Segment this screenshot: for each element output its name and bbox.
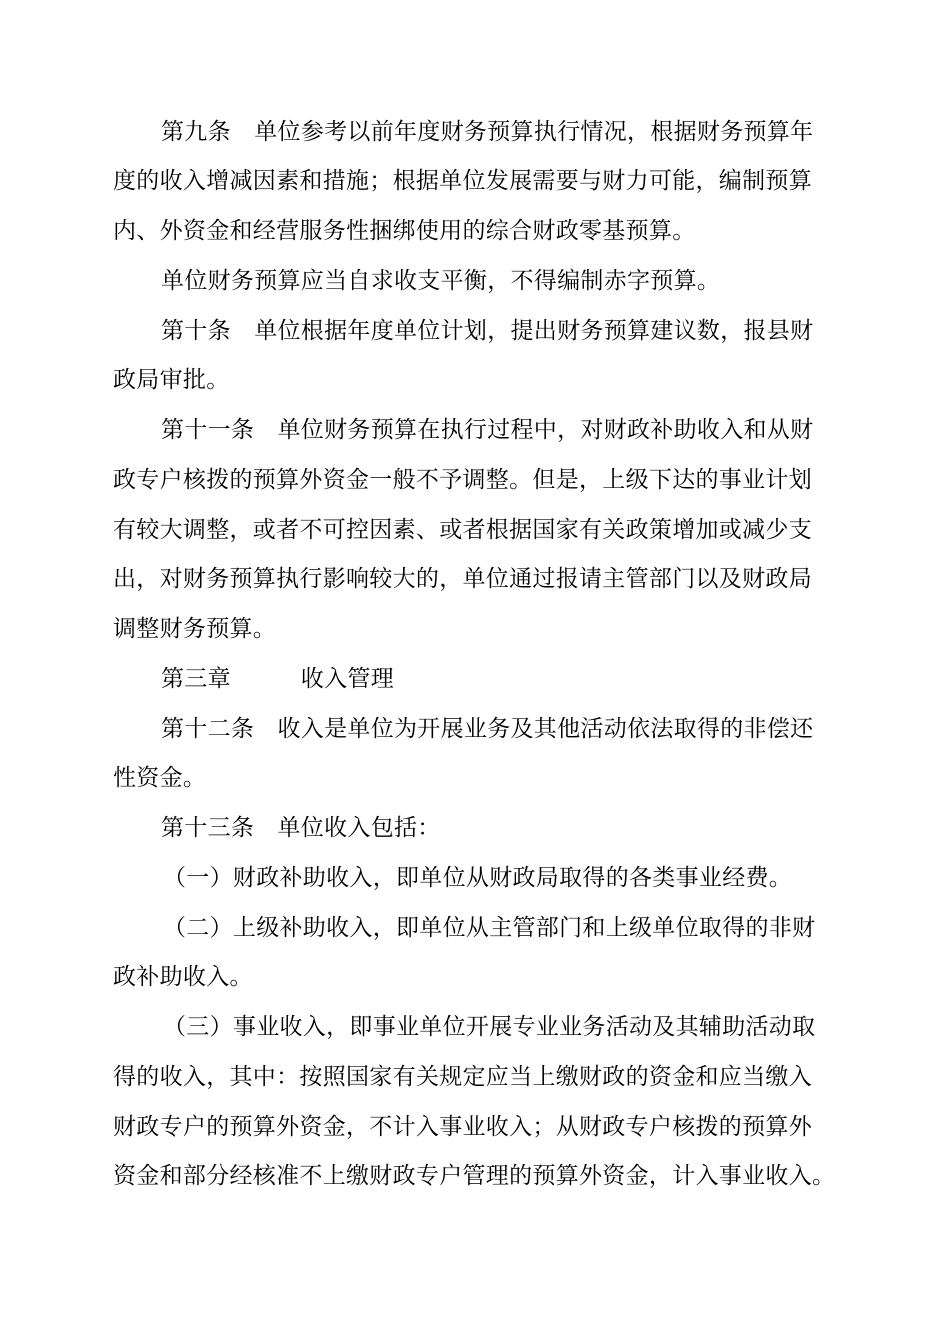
article-10-line-1: 第十条 单位根据年度单位计划，提出财务预算建议数，报县财: [161, 318, 814, 344]
article-9-line-1: 第九条 单位参考以前年度财务预算执行情况，根据财务预算年: [161, 119, 814, 145]
item-2-line-2: 政补助收入。: [113, 964, 253, 990]
item-1-line: （一）财政补助收入，即单位从财政局取得的各类事业经费。: [163, 865, 793, 891]
item-3-line-3: 财政专户的预算外资金，不计入事业收入；从财政专户核拨的预算外: [113, 1114, 812, 1140]
item-3-line-4: 资金和部分经核准不上缴财政专户管理的预算外资金，计入事业收入。: [113, 1163, 836, 1189]
item-2-line-1: （二）上级补助收入，即单位从主管部门和上级单位取得的非财: [163, 915, 816, 941]
article-11-line-5: 调整财务预算。: [113, 616, 277, 642]
article-9-line-2: 度的收入增减因素和措施；根据单位发展需要与财力可能，编制预算: [113, 168, 812, 194]
budget-balance-paragraph: 单位财务预算应当自求收支平衡，不得编制赤字预算。: [161, 268, 721, 294]
item-3-line-1: （三）事业收入，即事业单位开展专业业务活动及其辅助活动取: [163, 1014, 816, 1040]
article-12-line-2: 性资金。: [113, 765, 207, 791]
article-11-line-4: 出，对财务预算执行影响较大的，单位通过报请主管部门以及财政局: [113, 566, 812, 592]
article-11-line-2: 政专户核拨的预算外资金一般不予调整。但是，上级下达的事业计划: [113, 467, 812, 493]
article-10-line-2: 政局审批。: [113, 367, 230, 393]
chapter-3-heading: 第三章 收入管理: [161, 666, 394, 692]
article-9-line-3: 内、外资金和经营服务性捆绑使用的综合财政零基预算。: [113, 218, 696, 244]
article-12-line-1: 第十二条 收入是单位为开展业务及其他活动依法取得的非偿还: [161, 716, 814, 742]
article-13-line: 第十三条 单位收入包括：: [161, 815, 441, 841]
article-11-line-3: 有较大调整，或者不可控因素、或者根据国家有关政策增加或减少支: [113, 517, 812, 543]
article-11-line-1: 第十一条 单位财务预算在执行过程中，对财政补助收入和从财: [161, 417, 814, 443]
item-3-line-2: 得的收入，其中：按照国家有关规定应当上缴财政的资金和应当缴入: [113, 1064, 812, 1090]
